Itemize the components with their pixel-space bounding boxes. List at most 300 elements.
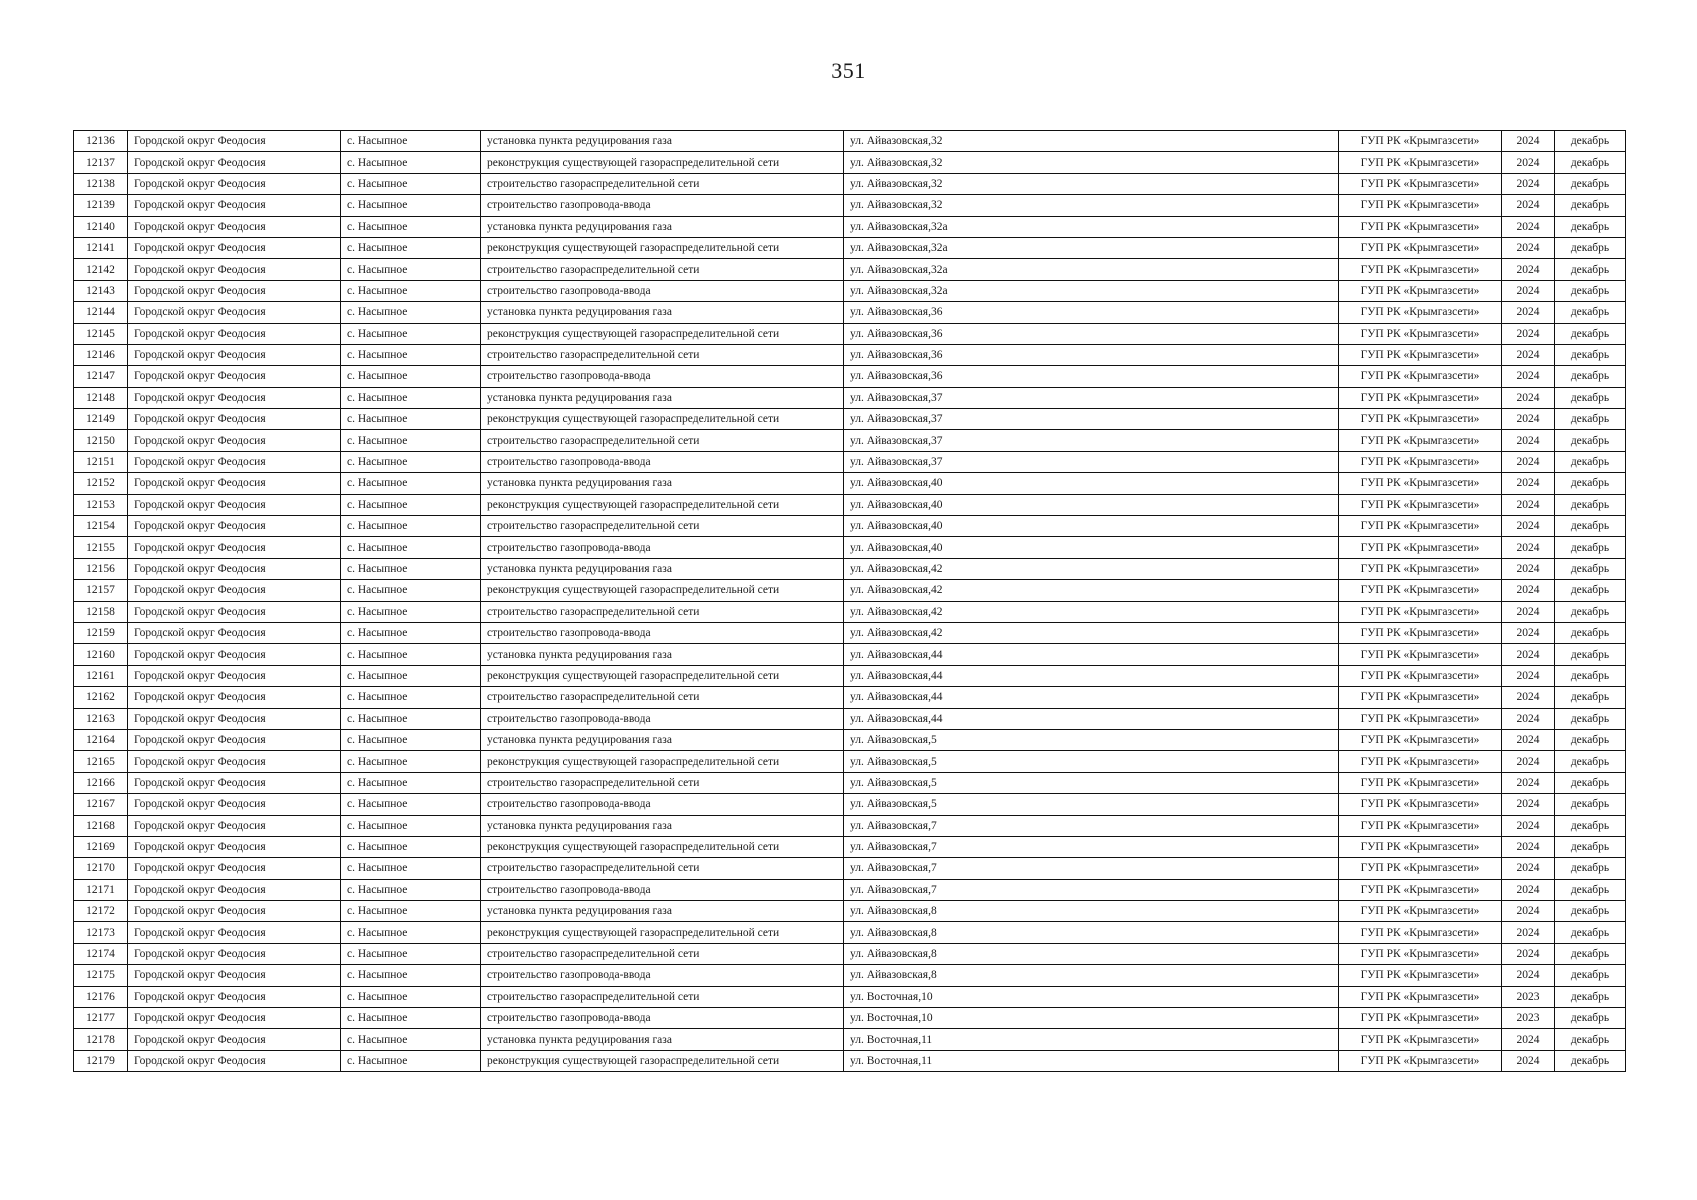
district-cell: Городской округ Феодосия [128,836,341,857]
month-cell: декабрь [1555,537,1626,558]
work-type-cell: установка пункта редуцирования газа [481,131,844,152]
month-cell: декабрь [1555,152,1626,173]
year-cell: 2024 [1502,173,1555,194]
row-number: 12139 [74,195,128,216]
year-cell: 2024 [1502,387,1555,408]
table-row [74,772,1626,793]
village-cell: с. Насыпное [341,366,481,387]
work-type-cell: строительство газораспределительной сети [481,943,844,964]
work-type-cell: реконструкция существующей газораспределительной сети [481,323,844,344]
table-row [74,687,1626,708]
address-cell: ул. Айвазовская,37 [844,451,1339,472]
table-row [74,344,1626,365]
organization-cell: ГУП РК «Крымгазсети» [1339,259,1502,280]
row-number: 12154 [74,516,128,537]
district-cell: Городской округ Феодосия [128,430,341,451]
address-cell: ул. Айвазовская,42 [844,601,1339,622]
address-cell: ул. Айвазовская,5 [844,751,1339,772]
address-cell: ул. Айвазовская,44 [844,708,1339,729]
row-number: 12156 [74,558,128,579]
row-number: 12169 [74,836,128,857]
year-cell: 2024 [1502,494,1555,515]
registry-table [73,130,1626,1072]
address-cell: ул. Айвазовская,40 [844,537,1339,558]
table-row [74,451,1626,472]
table-row [74,473,1626,494]
address-cell: ул. Айвазовская,44 [844,665,1339,686]
month-cell: декабрь [1555,344,1626,365]
district-cell: Городской округ Феодосия [128,858,341,879]
work-type-cell: установка пункта редуцирования газа [481,1029,844,1050]
work-type-cell: строительство газопровода-ввода [481,451,844,472]
table-body [74,131,1626,1072]
village-cell: с. Насыпное [341,1008,481,1029]
district-cell: Городской округ Феодосия [128,259,341,280]
row-number: 12142 [74,259,128,280]
table-row [74,601,1626,622]
work-type-cell: реконструкция существующей газораспределительной сети [481,665,844,686]
district-cell: Городской округ Феодосия [128,237,341,258]
district-cell: Городской округ Феодосия [128,708,341,729]
work-type-cell: реконструкция существующей газораспределительной сети [481,494,844,515]
district-cell: Городской округ Феодосия [128,751,341,772]
month-cell: декабрь [1555,323,1626,344]
month-cell: декабрь [1555,729,1626,750]
year-cell: 2024 [1502,1050,1555,1071]
work-type-cell: установка пункта редуцирования газа [481,644,844,665]
village-cell: с. Насыпное [341,451,481,472]
district-cell: Городской округ Феодосия [128,473,341,494]
organization-cell: ГУП РК «Крымгазсети» [1339,580,1502,601]
month-cell: декабрь [1555,858,1626,879]
year-cell: 2024 [1502,965,1555,986]
month-cell: декабрь [1555,794,1626,815]
row-number: 12163 [74,708,128,729]
year-cell: 2024 [1502,237,1555,258]
table-row [74,708,1626,729]
village-cell: с. Насыпное [341,794,481,815]
district-cell: Городской округ Феодосия [128,665,341,686]
organization-cell: ГУП РК «Крымгазсети» [1339,836,1502,857]
year-cell: 2024 [1502,430,1555,451]
district-cell: Городской округ Феодосия [128,537,341,558]
work-type-cell: установка пункта редуцирования газа [481,302,844,323]
village-cell: с. Насыпное [341,537,481,558]
organization-cell: ГУП РК «Крымгазсети» [1339,943,1502,964]
village-cell: с. Насыпное [341,430,481,451]
address-cell: ул. Айвазовская,7 [844,879,1339,900]
row-number: 12171 [74,879,128,900]
year-cell: 2024 [1502,451,1555,472]
work-type-cell: реконструкция существующей газораспределительной сети [481,1050,844,1071]
year-cell: 2024 [1502,580,1555,601]
table-row [74,1029,1626,1050]
address-cell: ул. Айвазовская,8 [844,943,1339,964]
address-cell: ул. Айвазовская,37 [844,430,1339,451]
table-row [74,302,1626,323]
month-cell: декабрь [1555,409,1626,430]
table-row [74,879,1626,900]
organization-cell: ГУП РК «Крымгазсети» [1339,622,1502,643]
month-cell: декабрь [1555,986,1626,1007]
district-cell: Городской округ Феодосия [128,451,341,472]
year-cell: 2024 [1502,152,1555,173]
table-row [74,537,1626,558]
organization-cell: ГУП РК «Крымгазсети» [1339,729,1502,750]
work-type-cell: строительство газопровода-ввода [481,708,844,729]
organization-cell: ГУП РК «Крымгазсети» [1339,195,1502,216]
year-cell: 2024 [1502,601,1555,622]
row-number: 12162 [74,687,128,708]
work-type-cell: реконструкция существующей газораспределительной сети [481,409,844,430]
organization-cell: ГУП РК «Крымгазсети» [1339,237,1502,258]
table-row [74,558,1626,579]
district-cell: Городской округ Феодосия [128,965,341,986]
village-cell: с. Насыпное [341,858,481,879]
address-cell: ул. Восточная,10 [844,1008,1339,1029]
month-cell: декабрь [1555,815,1626,836]
village-cell: с. Насыпное [341,237,481,258]
row-number: 12172 [74,901,128,922]
year-cell: 2024 [1502,302,1555,323]
row-number: 12159 [74,622,128,643]
address-cell: ул. Айвазовская,37 [844,387,1339,408]
address-cell: ул. Айвазовская,7 [844,836,1339,857]
organization-cell: ГУП РК «Крымгазсети» [1339,708,1502,729]
month-cell: декабрь [1555,836,1626,857]
district-cell: Городской округ Феодосия [128,1050,341,1071]
district-cell: Городской округ Феодосия [128,494,341,515]
work-type-cell: реконструкция существующей газораспределительной сети [481,751,844,772]
district-cell: Городской округ Феодосия [128,901,341,922]
organization-cell: ГУП РК «Крымгазсети» [1339,430,1502,451]
village-cell: с. Насыпное [341,729,481,750]
row-number: 12170 [74,858,128,879]
village-cell: с. Насыпное [341,772,481,793]
village-cell: с. Насыпное [341,901,481,922]
address-cell: ул. Айвазовская,37 [844,409,1339,430]
organization-cell: ГУП РК «Крымгазсети» [1339,794,1502,815]
month-cell: декабрь [1555,943,1626,964]
district-cell: Городской округ Феодосия [128,943,341,964]
organization-cell: ГУП РК «Крымгазсети» [1339,601,1502,622]
table-row [74,1050,1626,1071]
year-cell: 2024 [1502,708,1555,729]
district-cell: Городской округ Феодосия [128,516,341,537]
month-cell: декабрь [1555,366,1626,387]
district-cell: Городской округ Феодосия [128,601,341,622]
month-cell: декабрь [1555,965,1626,986]
village-cell: с. Насыпное [341,922,481,943]
village-cell: с. Насыпное [341,1050,481,1071]
row-number: 12166 [74,772,128,793]
village-cell: с. Насыпное [341,494,481,515]
table-row [74,195,1626,216]
month-cell: декабрь [1555,580,1626,601]
work-type-cell: строительство газопровода-ввода [481,195,844,216]
month-cell: декабрь [1555,1029,1626,1050]
organization-cell: ГУП РК «Крымгазсети» [1339,280,1502,301]
village-cell: с. Насыпное [341,173,481,194]
row-number: 12152 [74,473,128,494]
district-cell: Городской округ Феодосия [128,729,341,750]
month-cell: декабрь [1555,772,1626,793]
row-number: 12150 [74,430,128,451]
organization-cell: ГУП РК «Крымгазсети» [1339,687,1502,708]
month-cell: декабрь [1555,922,1626,943]
row-number: 12148 [74,387,128,408]
table-row [74,836,1626,857]
month-cell: декабрь [1555,430,1626,451]
year-cell: 2024 [1502,879,1555,900]
work-type-cell: реконструкция существующей газораспределительной сети [481,580,844,601]
year-cell: 2023 [1502,986,1555,1007]
address-cell: ул. Айвазовская,7 [844,815,1339,836]
table-row [74,986,1626,1007]
table-row [74,1008,1626,1029]
organization-cell: ГУП РК «Крымгазсети» [1339,409,1502,430]
work-type-cell: строительство газораспределительной сети [481,430,844,451]
village-cell: с. Насыпное [341,965,481,986]
address-cell: ул. Айвазовская,32а [844,216,1339,237]
work-type-cell: установка пункта редуцирования газа [481,387,844,408]
row-number: 12161 [74,665,128,686]
work-type-cell: строительство газопровода-ввода [481,1008,844,1029]
organization-cell: ГУП РК «Крымгазсети» [1339,173,1502,194]
row-number: 12175 [74,965,128,986]
table-row [74,152,1626,173]
district-cell: Городской округ Феодосия [128,366,341,387]
row-number: 12151 [74,451,128,472]
table-row [74,922,1626,943]
district-cell: Городской округ Феодосия [128,173,341,194]
row-number: 12164 [74,729,128,750]
year-cell: 2024 [1502,516,1555,537]
village-cell: с. Насыпное [341,195,481,216]
year-cell: 2024 [1502,473,1555,494]
month-cell: декабрь [1555,280,1626,301]
row-number: 12158 [74,601,128,622]
village-cell: с. Насыпное [341,836,481,857]
organization-cell: ГУП РК «Крымгазсети» [1339,965,1502,986]
work-type-cell: строительство газораспределительной сети [481,986,844,1007]
year-cell: 2024 [1502,1029,1555,1050]
organization-cell: ГУП РК «Крымгазсети» [1339,366,1502,387]
row-number: 12176 [74,986,128,1007]
table-row [74,430,1626,451]
organization-cell: ГУП РК «Крымгазсети» [1339,451,1502,472]
organization-cell: ГУП РК «Крымгазсети» [1339,152,1502,173]
year-cell: 2024 [1502,943,1555,964]
work-type-cell: строительство газопровода-ввода [481,366,844,387]
month-cell: декабрь [1555,237,1626,258]
row-number: 12141 [74,237,128,258]
month-cell: декабрь [1555,708,1626,729]
address-cell: ул. Айвазовская,42 [844,558,1339,579]
row-number: 12147 [74,366,128,387]
address-cell: ул. Айвазовская,36 [844,302,1339,323]
table-row [74,858,1626,879]
address-cell: ул. Айвазовская,32 [844,173,1339,194]
month-cell: декабрь [1555,1008,1626,1029]
village-cell: с. Насыпное [341,943,481,964]
address-cell: ул. Айвазовская,36 [844,323,1339,344]
organization-cell: ГУП РК «Крымгазсети» [1339,879,1502,900]
work-type-cell: реконструкция существующей газораспределительной сети [481,836,844,857]
month-cell: декабрь [1555,751,1626,772]
work-type-cell: строительство газопровода-ввода [481,537,844,558]
work-type-cell: строительство газораспределительной сети [481,344,844,365]
table-row [74,494,1626,515]
year-cell: 2024 [1502,558,1555,579]
month-cell: декабрь [1555,687,1626,708]
year-cell: 2024 [1502,644,1555,665]
table-row [74,622,1626,643]
district-cell: Городской округ Феодосия [128,986,341,1007]
row-number: 12177 [74,1008,128,1029]
organization-cell: ГУП РК «Крымгазсети» [1339,473,1502,494]
address-cell: ул. Айвазовская,8 [844,922,1339,943]
month-cell: декабрь [1555,1050,1626,1071]
address-cell: ул. Айвазовская,36 [844,366,1339,387]
address-cell: ул. Айвазовская,42 [844,622,1339,643]
organization-cell: ГУП РК «Крымгазсети» [1339,1050,1502,1071]
work-type-cell: реконструкция существующей газораспределительной сети [481,922,844,943]
district-cell: Городской округ Феодосия [128,622,341,643]
address-cell: ул. Айвазовская,5 [844,729,1339,750]
table-row [74,259,1626,280]
organization-cell: ГУП РК «Крымгазсети» [1339,815,1502,836]
organization-cell: ГУП РК «Крымгазсети» [1339,131,1502,152]
year-cell: 2024 [1502,323,1555,344]
month-cell: декабрь [1555,665,1626,686]
village-cell: с. Насыпное [341,473,481,494]
row-number: 12138 [74,173,128,194]
village-cell: с. Насыпное [341,259,481,280]
village-cell: с. Насыпное [341,409,481,430]
district-cell: Городской округ Феодосия [128,815,341,836]
organization-cell: ГУП РК «Крымгазсети» [1339,901,1502,922]
organization-cell: ГУП РК «Крымгазсети» [1339,858,1502,879]
year-cell: 2024 [1502,836,1555,857]
village-cell: с. Насыпное [341,558,481,579]
district-cell: Городской округ Феодосия [128,344,341,365]
address-cell: ул. Айвазовская,5 [844,794,1339,815]
village-cell: с. Насыпное [341,323,481,344]
work-type-cell: строительство газораспределительной сети [481,858,844,879]
work-type-cell: строительство газораспределительной сети [481,516,844,537]
work-type-cell: установка пункта редуцирования газа [481,901,844,922]
organization-cell: ГУП РК «Крымгазсети» [1339,494,1502,515]
month-cell: декабрь [1555,131,1626,152]
table-row [74,644,1626,665]
month-cell: декабрь [1555,601,1626,622]
month-cell: декабрь [1555,195,1626,216]
address-cell: ул. Айвазовская,32 [844,131,1339,152]
table-row [74,131,1626,152]
address-cell: ул. Айвазовская,42 [844,580,1339,601]
district-cell: Городской округ Феодосия [128,195,341,216]
work-type-cell: установка пункта редуцирования газа [481,216,844,237]
row-number: 12173 [74,922,128,943]
address-cell: ул. Айвазовская,8 [844,901,1339,922]
organization-cell: ГУП РК «Крымгазсети» [1339,537,1502,558]
month-cell: декабрь [1555,644,1626,665]
year-cell: 2024 [1502,794,1555,815]
village-cell: с. Насыпное [341,302,481,323]
address-cell: ул. Айвазовская,44 [844,644,1339,665]
village-cell: с. Насыпное [341,986,481,1007]
year-cell: 2024 [1502,344,1555,365]
month-cell: декабрь [1555,387,1626,408]
row-number: 12165 [74,751,128,772]
organization-cell: ГУП РК «Крымгазсети» [1339,216,1502,237]
village-cell: с. Насыпное [341,216,481,237]
year-cell: 2024 [1502,537,1555,558]
village-cell: с. Насыпное [341,751,481,772]
year-cell: 2024 [1502,901,1555,922]
district-cell: Городской округ Феодосия [128,216,341,237]
work-type-cell: строительство газопровода-ввода [481,879,844,900]
village-cell: с. Насыпное [341,687,481,708]
month-cell: декабрь [1555,173,1626,194]
village-cell: с. Насыпное [341,280,481,301]
work-type-cell: строительство газопровода-ввода [481,280,844,301]
organization-cell: ГУП РК «Крымгазсети» [1339,516,1502,537]
table-row [74,943,1626,964]
village-cell: с. Насыпное [341,1029,481,1050]
address-cell: ул. Восточная,11 [844,1050,1339,1071]
table-row [74,237,1626,258]
organization-cell: ГУП РК «Крымгазсети» [1339,1008,1502,1029]
address-cell: ул. Айвазовская,32 [844,195,1339,216]
work-type-cell: установка пункта редуцирования газа [481,558,844,579]
address-cell: ул. Восточная,10 [844,986,1339,1007]
table-row [74,280,1626,301]
address-cell: ул. Айвазовская,32 [844,152,1339,173]
row-number: 12178 [74,1029,128,1050]
district-cell: Городской округ Феодосия [128,580,341,601]
work-type-cell: строительство газопровода-ввода [481,794,844,815]
address-cell: ул. Айвазовская,32а [844,237,1339,258]
village-cell: с. Насыпное [341,622,481,643]
row-number: 12143 [74,280,128,301]
district-cell: Городской округ Феодосия [128,323,341,344]
address-cell: ул. Айвазовская,32а [844,280,1339,301]
work-type-cell: реконструкция существующей газораспределительной сети [481,152,844,173]
organization-cell: ГУП РК «Крымгазсети» [1339,922,1502,943]
table-row [74,216,1626,237]
table-row [74,901,1626,922]
table-row [74,751,1626,772]
year-cell: 2024 [1502,622,1555,643]
village-cell: с. Насыпное [341,344,481,365]
address-cell: ул. Восточная,11 [844,1029,1339,1050]
work-type-cell: строительство газораспределительной сети [481,259,844,280]
month-cell: декабрь [1555,516,1626,537]
year-cell: 2024 [1502,366,1555,387]
work-type-cell: строительство газопровода-ввода [481,622,844,643]
row-number: 12153 [74,494,128,515]
work-type-cell: установка пункта редуцирования газа [481,815,844,836]
organization-cell: ГУП РК «Крымгазсети» [1339,558,1502,579]
village-cell: с. Насыпное [341,387,481,408]
month-cell: декабрь [1555,473,1626,494]
table-row [74,323,1626,344]
row-number: 12137 [74,152,128,173]
district-cell: Городской округ Феодосия [128,152,341,173]
village-cell: с. Насыпное [341,152,481,173]
